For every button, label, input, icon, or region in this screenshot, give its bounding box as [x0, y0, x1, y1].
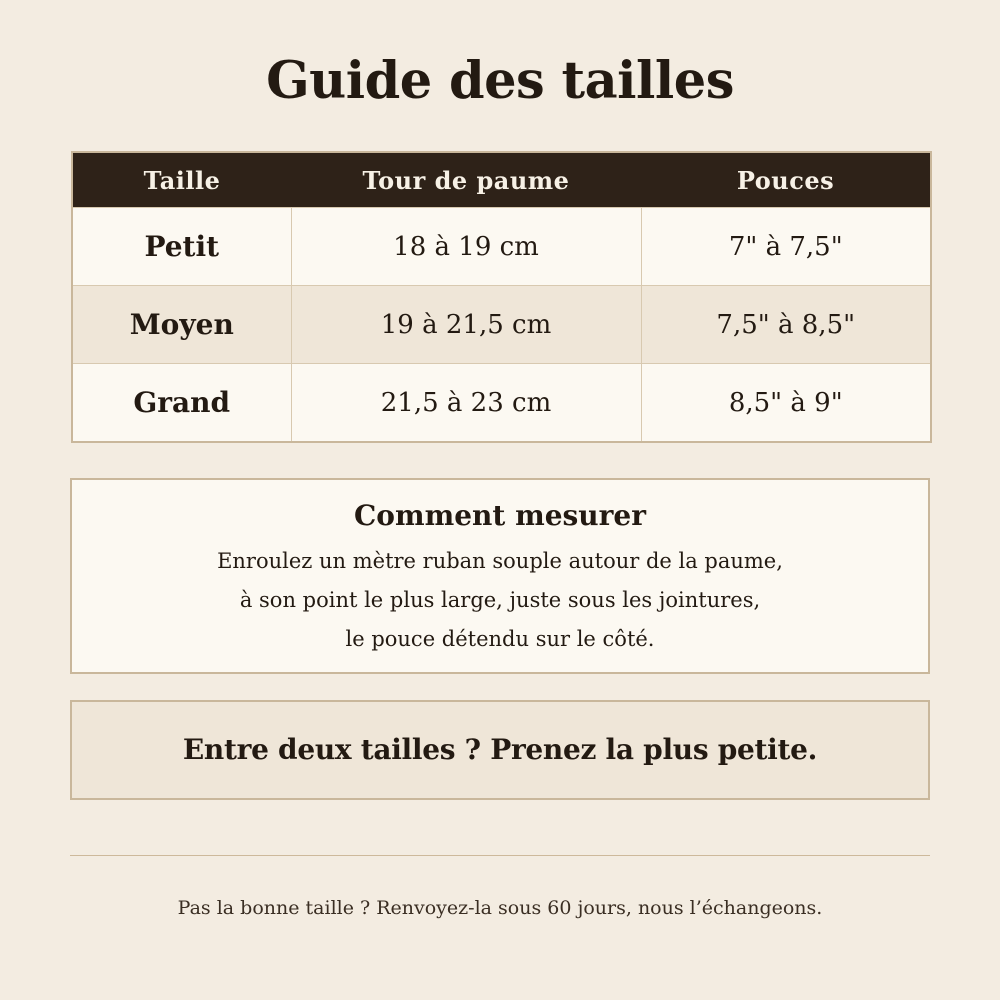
table-row [72, 364, 931, 443]
inches-cell: 7" à 7,5" [641, 208, 931, 286]
cm-cell: 19 à 21,5 cm [291, 286, 641, 364]
size-cell: Moyen [72, 286, 291, 364]
column-header-palm-circumference: Tour de paume [291, 152, 641, 208]
inches-cell: 7,5" à 8,5" [641, 286, 931, 364]
column-header-inches: Pouces [641, 152, 931, 208]
size-tip-box [70, 700, 930, 800]
measure-instruction-line: le pouce détendu sur le côté. [345, 627, 655, 651]
table-row [72, 208, 931, 286]
measure-instruction-line: à son point le plus large, juste sous les jointures, [239, 588, 761, 612]
table-row [72, 286, 931, 364]
divider [70, 855, 930, 856]
size-tip-text: Entre deux tailles ? Prenez la plus petite. [182, 733, 818, 766]
column-header-size: Taille [72, 152, 291, 208]
cm-cell: 21,5 à 23 cm [291, 364, 641, 443]
how-to-measure-box [70, 478, 930, 674]
size-table [71, 151, 932, 443]
page-title: Guide des tailles [266, 51, 734, 111]
size-cell: Grand [72, 364, 291, 443]
size-cell: Petit [72, 208, 291, 286]
return-policy-note: Pas la bonne taille ? Renvoyez-la sous 60 jours, nous l’échangeons. [177, 897, 823, 919]
table-header-row [72, 152, 931, 208]
cm-cell: 18 à 19 cm [291, 208, 641, 286]
inches-cell: 8,5" à 9" [641, 364, 931, 443]
how-to-measure-title: Comment mesurer [354, 499, 646, 532]
how-to-measure-text [72, 542, 928, 659]
measure-instruction-line: Enroulez un mètre ruban souple autour de la paume, [217, 549, 783, 573]
